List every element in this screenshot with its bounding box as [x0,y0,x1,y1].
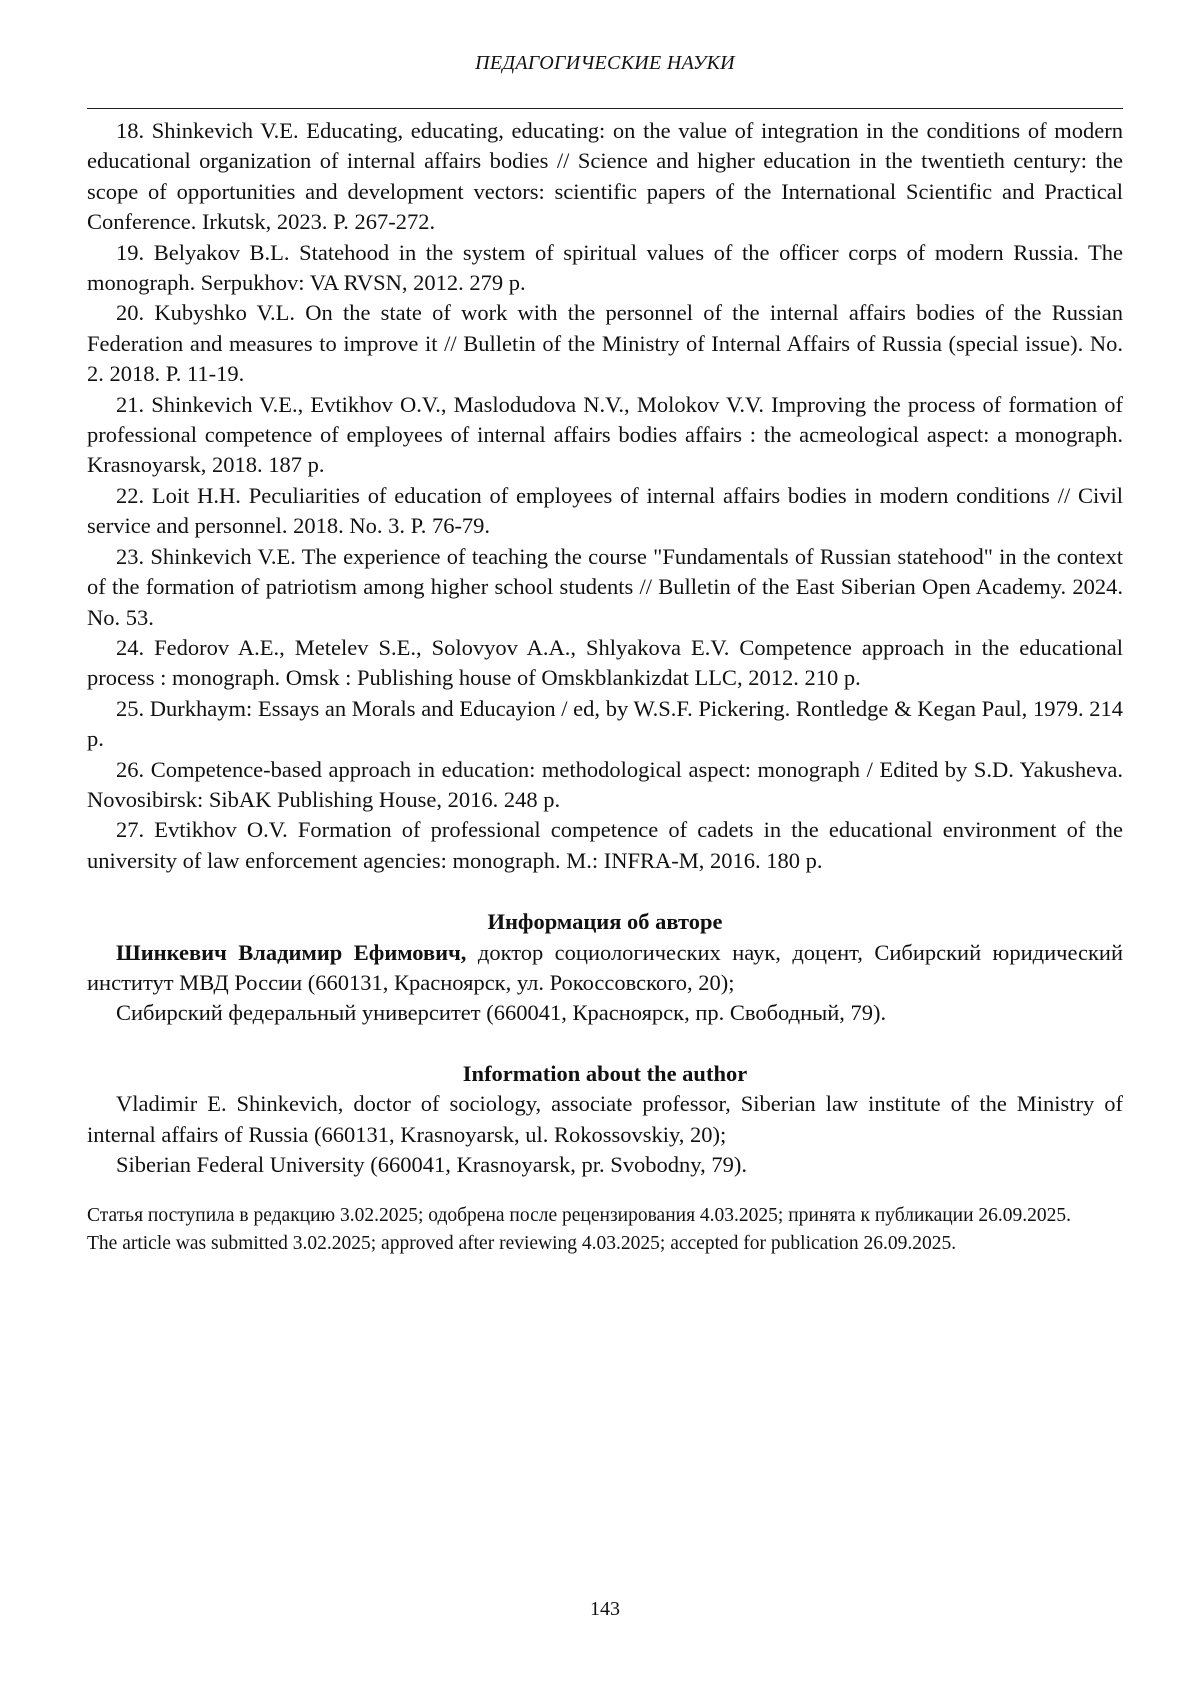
running-header: ПЕДАГОГИЧЕСКИЕ НАУКИ [475,52,735,74]
author-description-ru: доктор социологических наук, доцент, Сибирский юридический институт МВД России (660131, Красноярск, ул. Рокоссовского, 20); [87,939,1123,995]
reference-item-22: 22. Loit H.H. Peculiarities of education of employees of internal affairs bodies in modern conditions // Civil service and personnel. 2018. No. 3. P. 76-79. [87,482,1123,539]
author-info-en [87,1059,1123,1181]
submission-note-en: The article was submitted 3.02.2025; approved after reviewing 4.03.2025; accepted for publication 26.09.2025. [87,1232,957,1254]
header-divider [87,108,1123,109]
submission-notes [87,1202,1123,1257]
author-info-ru [87,907,1123,1029]
author-info-ru-title: Информация об авторе [487,909,723,935]
reference-item-19: 19. Belyakov B.L. Statehood in the system of spiritual values of the officer corps of modern Russia. The monograph. Serpukhov: VA RVSN, 2012. 279 p. [87,239,1123,296]
author-info-ru-description [87,938,1123,999]
submission-note-ru: Статья поступила в редакцию 3.02.2025; одобрена после рецензирования 4.03.2025; принята к публикации 26.09.2025. [87,1205,1072,1227]
reference-item-24: 24. Fedorov A.E., Metelev S.E., Solovyov A.A., Shlyakova E.V. Competence approach in the educational process : monograph. Omsk : Publishing house of Omskblankizdat LLC, 2012. 210 p. [87,634,1123,691]
reference-item-23: 23. Shinkevich V.E. The experience of teaching the course "Fundamentals of Russian statehood" in the context of the formation of patriotism among higher school students // Bulletin of the East Siberian Open Academy. 2024. No. 53. [87,543,1123,630]
author-name-ru: Шинкевич Владимир Ефимович, [116,939,467,965]
reference-item-18: 18. Shinkevich V.E. Educating, educating, educating: on the value of integration in the conditions of modern educational organization of internal affairs bodies // Science and higher education in the twentieth century: the scope of opportunities and development vectors: scientific papers of the International Scientific and Practical Conference. Irkutsk, 2023. P. 267-272. [87,118,1123,235]
author-info-en-description: Vladimir E. Shinkevich, doctor of sociology, associate professor, Siberian law institute of the Ministry of internal affairs of Russia (660131, Krasnoyarsk, ul. Rokossovskiy, 20); [87,1091,1123,1147]
page-number: 143 [590,1598,620,1620]
spacer [87,1180,1123,1202]
reference-item-27: 27. Evtikhov O.V. Formation of professional competence of cadets in the educational environment of the university of law enforcement agencies: monograph. M.: INFRA-M, 2016. 180 p. [87,817,1123,873]
reference-list [87,116,1123,876]
reference-item-21: 21. Shinkevich V.E., Evtikhov O.V., Maslodudova N.V., Molokov V.V. Improving the process of formation of professional competence of employees of internal affairs bodies affairs : the acmeological aspect: a monograph. Krasnoyarsk, 2018. 187 p. [87,391,1123,478]
spacer [87,876,1123,907]
reference-item-25: 25. Durkhaym: Essays an Morals and Educayion / ed, by W.S.F. Pickering. Rontledge & Kegan Paul, 1979. 214 p. [87,695,1123,752]
author-info-en-affiliation: Siberian Federal University (660041, Krasnoyarsk, pr. Svobodny, 79). [116,1152,747,1177]
author-info-ru-affiliation: Сибирский федеральный университет (660041, Красноярск, пр. Свободный, 79). [116,1000,887,1026]
reference-item-26: 26. Competence-based approach in education: methodological aspect: monograph / Edited by S.D. Yakusheva. Novosibirsk: SibAK Publishing House, 2016. 248 p. [87,756,1123,812]
author-info-en-title: Information about the author [462,1060,748,1086]
reference-item-20: 20. Kubyshko V.L. On the state of work with the personnel of the internal affairs bodies of the Russian Federation and measures to improve it // Bulletin of the Ministry of Internal Affairs of Russia (special issue). No. 2. 2018. P. 11-19. [87,300,1123,387]
page-content [87,116,1123,1257]
journal-page [87,0,1123,1697]
spacer [87,1029,1123,1059]
